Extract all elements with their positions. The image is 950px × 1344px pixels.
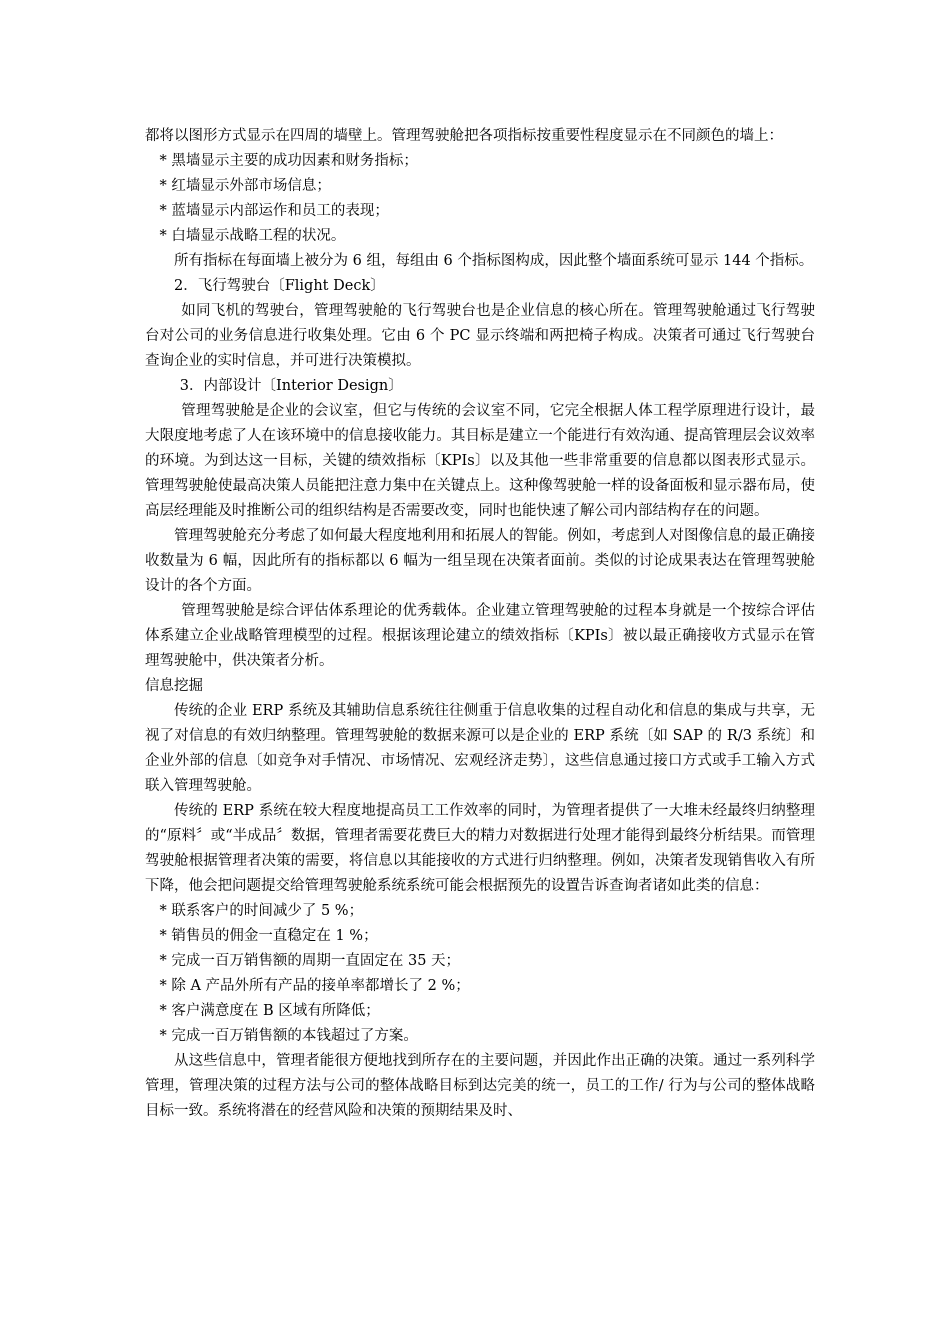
list-item: * 黑墙显示主要的成功因素和财务指标；: [159, 153, 418, 169]
paragraph-indicators: 所有指标在每面墙上被分为 6 组，每组由 6 个指标图构成，因此整个墙面系统可显示 144 个指标。: [174, 253, 814, 269]
heading-flight-deck: 2．飞行驾驶台〔Flight Deck〕: [174, 278, 385, 294]
paragraph-evaluation: 管理驾驶舱是综合评估体系理论的优秀载体。企业建立管理驾驶舱的过程本身就是一个按综合评估体系建立企业战略管理模型的过程。根据该理论建立的绩效指标〔KPIs〕被以最正确接收方式显示在管理驾驶舱中，供决策者分析。: [145, 603, 815, 669]
paragraph-erp-efficiency: 传统的 ERP 系统在较大程度地提高员工工作效率的同时，为管理者提供了一大堆未经最终归纳整理的“原料〞或“半成品〞数据，管理者需要花费巨大的精力对数据进行处理才能得到最终分析结果。而管理驾驶舱根据管理者决策的需要，将信息以其能接收的方式进行归纳整理。例如，决策者发现销售收入有所下降，他会把问题提交给管理驾驶舱系统系统可能会根据预先的设置告诉查询者诸如此类的信息：: [145, 803, 815, 894]
list-item: * 客户满意度在 B 区域有所降低；: [159, 1003, 380, 1019]
paragraph-flight-deck: 如同飞机的驾驶台，管理驾驶舱的飞行驾驶台也是企业信息的核心所在。管理驾驶舱通过飞行驾驶台对公司的业务信息进行收集处理。它由 6 个 PC 显示终端和两把椅子构成。决策者可通过飞行驾驶台查询企业的实时信息，并可进行决策模拟。: [145, 303, 815, 369]
list-item: * 白墙显示战略工程的状况。: [159, 228, 346, 244]
list-item: * 除 A 产品外所有产品的接单率都增长了 2 %；: [159, 978, 470, 994]
list-item: * 销售员的佣金一直稳定在 1 %；: [159, 928, 378, 944]
list-item: * 完成一百万销售额的本钱超过了方案。: [159, 1028, 418, 1044]
heading-interior-design: 3．内部设计〔Interior Design〕: [179, 378, 403, 394]
findings-list: [145, 899, 815, 1049]
wall-list: [145, 149, 815, 249]
paragraph-intelligence: 管理驾驶舱充分考虑了如何最大程度地利用和拓展人的智能。例如，考虑到人对图像信息的最正确接收数量为 6 幅，因此所有的指标都以 6 幅为一组呈现在决策者面前。类似的讨论成果表达在管理驾驶舱设计的各个方面。: [145, 528, 815, 594]
list-item: * 红墙显示外部市场信息；: [159, 178, 331, 194]
list-item: * 完成一百万销售额的周期一直固定在 35 天；: [159, 953, 461, 969]
paragraph-conclusion: 从这些信息中，管理者能很方便地找到所存在的主要问题，并因此作出正确的决策。通过一系列科学管理，管理决策的过程方法与公司的整体战略目标到达完美的统一，员工的工作/ 行为与公司的整体战略目标一致。系统将潜在的经营风险和决策的预期结果及时、: [145, 1053, 815, 1119]
document-page: [145, 124, 815, 1124]
section-title: 信息挖掘: [145, 678, 203, 694]
list-item: * 联系客户的时间减少了 5 %；: [159, 903, 364, 919]
paragraph-erp: 传统的企业 ERP 系统及其辅助信息系统往往侧重于信息收集的过程自动化和信息的集成与共享，无视了对信息的有效归纳整理。管理驾驶舱的数据来源可以是企业的 ERP 系统〔如 SAP 的 R/3 系统〕和企业外部的信息〔如竞争对手情况、市场情况、宏观经济走势〕，这些信息通过接口方式或手工输入方式联入管理驾驶舱。: [145, 703, 815, 794]
paragraph-interior-design: 管理驾驶舱是企业的会议室，但它与传统的会议室不同，它完全根据人体工程学原理进行设计，最大限度地考虑了人在该环境中的信息接收能力。其目标是建立一个能进行有效沟通、提高管理层会议效率的环境。为到达这一目标，关键的绩效指标〔KPIs〕以及其他一些非常重要的信息都以图表形式显示。管理驾驶舱使最高决策人员能把注意力集中在关键点上。这种像驾驶舱一样的设备面板和显示器布局，使高层经理能及时推断公司的组织结构是否需要改变，同时也能快速了解公司内部结构存在的问题。: [145, 403, 815, 519]
list-item: * 蓝墙显示内部运作和员工的表现；: [159, 203, 389, 219]
paragraph-walls-intro: 都将以图形方式显示在四周的墙壁上。管理驾驶舱把各项指标按重要性程度显示在不同颜色的墙上：: [145, 128, 783, 144]
